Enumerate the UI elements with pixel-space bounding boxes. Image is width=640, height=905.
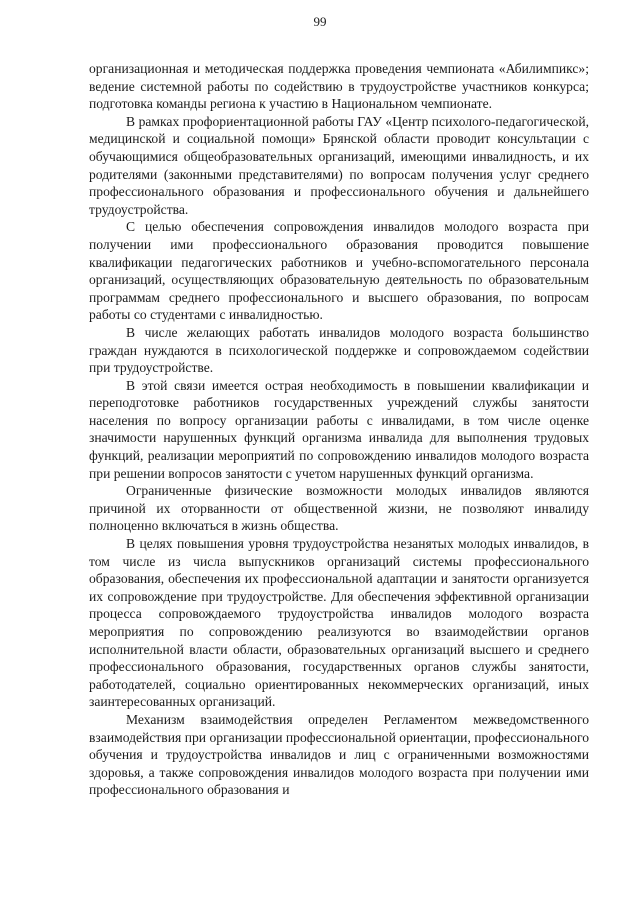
paragraph: организационная и методическая поддержка проведения чемпионата «Абилимпикс»; ведение системной работы по содействию в трудоустройстве участников конкурса; подготовка команды региона к участию в Национальном чемпионате.: [89, 61, 589, 112]
paragraph: В числе желающих работать инвалидов молодого возраста большинство граждан нуждаются в психологической поддержке и сопровождаемом содействии при трудоустройстве.: [89, 324, 589, 376]
paragraph: В рамках профориентационной работы ГАУ «Центр психолого-педагогической, медицинской и социальной помощи» Брянской области проводит консультации с обучающимися общеобразовательных организаций, имеющими инвалидность, и их родителями (законными представителями) по вопросам получения услуг среднего профессионального образования и профессионального обучения и дальнейшего трудоустройства.: [89, 113, 589, 217]
document-body: [89, 60, 589, 799]
paragraph: В целях повышения уровня трудоустройства незанятых молодых инвалидов, в том числе из числа выпускников организаций системы профессионального образования, обеспечения их профессиональной адаптации и занятости организуется их сопровождение при трудоустройстве. Для обеспечения эффективной организации процесса сопровождаемого трудоустройства инвалидов молодого возраста мероприятия по сопровождению реализуются во взаимодействии органов исполнительной власти области, образовательных организаций высшего и среднего профессионального образования, государственных органов службы занятости, работодателей, социально ориентированных некоммерческих организаций, иных заинтересованных организаций.: [89, 536, 589, 710]
paragraph: Ограниченные физические возможности молодых инвалидов являются причиной их оторванности от общественной жизни, не позволяют инвалиду полноценно включаться в жизнь общества.: [89, 483, 589, 534]
page-number: 99: [313, 14, 327, 29]
paragraph: Механизм взаимодействия определен Регламентом межведомственного взаимодействия при организации профессиональной ориентации, профессионального обучения и трудоустройства инвалидов и лиц с ограниченными возможностями здоровья, а также сопровождения инвалидов молодого возраста при получении ими профессионального образования и: [89, 711, 589, 798]
paragraph: В этой связи имеется острая необходимость в повышении квалификации и переподготовке работников государственных учреждений службы занятости населения по вопросу организации работы с инвалидами, в том числе оценке значимости нарушенных функций организма инвалида для выполнения трудовых функций, реализации мероприятий по сопровождению инвалидов молодого возраста при решении вопросов занятости с учетом нарушенных функций организма.: [89, 377, 589, 481]
paragraph: С целью обеспечения сопровождения инвалидов молодого возраста при получении ими профессионального образования проводится повышение квалификации педагогических работников и учебно-вспомогательного персонала организаций, осуществляющих образовательную деятельность по образовательным программам среднего профессионального и высшего образования, по вопросам работы со студентами с инвалидностью.: [89, 219, 589, 323]
